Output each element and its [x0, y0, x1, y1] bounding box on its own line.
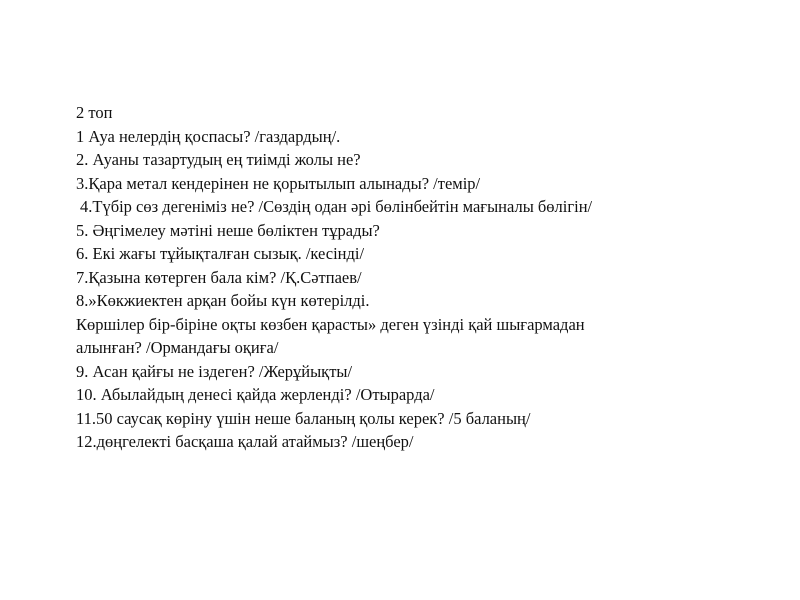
question-line-4: 4.Түбір сөз дегеніміз не? /Сөздің одан әрі бөлінбейтін мағыналы бөлігін/: [80, 197, 593, 216]
question-line-6: 6. Екі жағы тұйықталған сызық. /кесінді/: [76, 244, 365, 263]
question-line-9: 9. Асан қайғы не іздеген? /Жерұйықты/: [76, 361, 353, 381]
question-line-2: 2. Ауаны тазартудың ең тиімді жолы не?: [76, 150, 361, 169]
question-line-5: 5. Әңгімелеу мәтіні неше бөліктен тұрады?: [76, 220, 380, 240]
question-line-8a: 8.»Көкжиектен арқан бойы күн көтерілді.: [76, 291, 370, 310]
question-line-11: 11.50 саусақ көріну үшін неше баланың қолы керек? /5 баланың/: [76, 408, 531, 428]
question-line-12: 12.дөңгелекті басқаша қалай атаймыз? /шеңбер/: [76, 432, 414, 451]
question-line-1: 1 Ауа нелердің қоспасы? /газдардың/.: [76, 126, 341, 146]
question-line-7: 7.Қазына көтерген бала кім? /Қ.Сәтпаев/: [76, 267, 362, 287]
question-line-3: 3.Қара метал кендерінен не қорытылып алынады? /темір/: [76, 173, 481, 193]
question-line-8b: Көршілер бір-біріне оқты көзбен қарасты» деген үзінді қай шығармадан: [76, 314, 585, 334]
quiz-text-block: [76, 101, 776, 454]
question-line-8c: алынған? /Ормандағы оқиға/: [76, 338, 279, 357]
question-line-10: 10. Абылайдың денесі қайда жерленді? /Отырарда/: [76, 385, 435, 404]
group-heading: 2 топ: [76, 103, 113, 122]
